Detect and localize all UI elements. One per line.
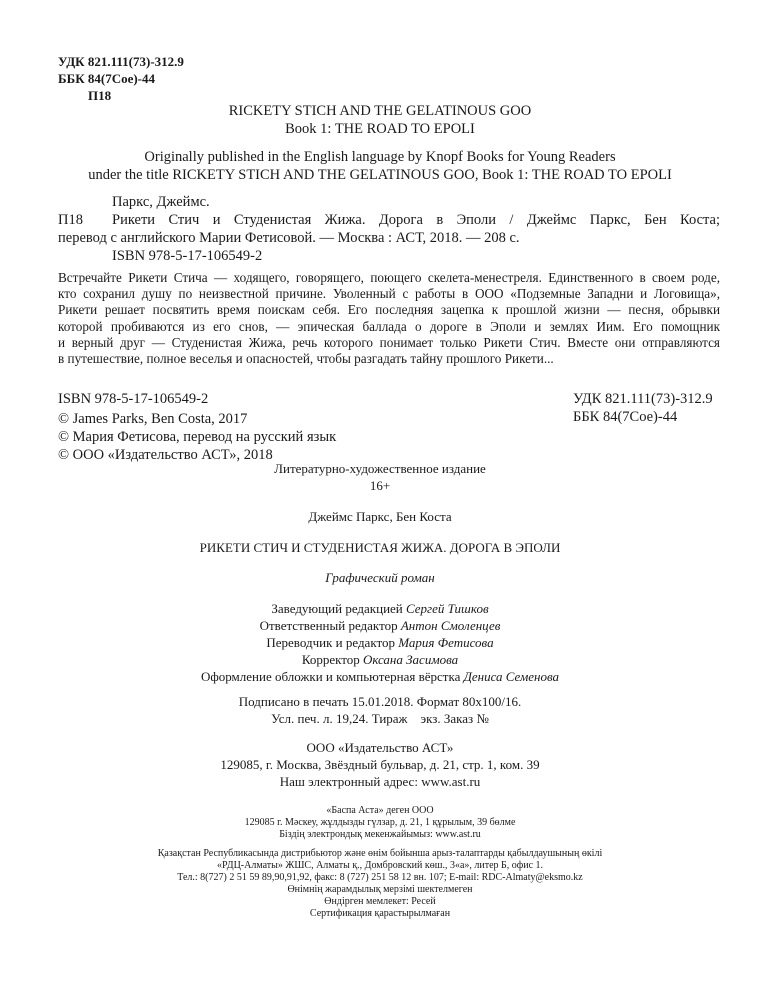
imprint-authors: Джеймс Паркс, Бен Коста: [308, 509, 452, 524]
annotation-line: и верный друг — Студенистая Жижа, речь которого понимает только Рикети Стич. Вместе они отправляются: [58, 334, 720, 350]
catalog-description-line2: перевод с английского Марии Фетисовой. — Москва : АСТ, 2018. — 208 с.: [58, 230, 520, 246]
header-bbk: ББК 84(7Сое)-44: [58, 71, 156, 86]
edition-type: Литературно-художественное издание: [274, 461, 486, 476]
staff-line: Заведующий редакцией Сергей Тишков: [271, 601, 489, 616]
kz-email: Біздің электрондық мекенжайымыз: www.ast.ru: [279, 829, 481, 840]
header-udk: УДК 821.111(73)-312.9: [58, 54, 184, 69]
catalog-description-line1: Рикети Стич и Студенистая Жижа. Дорога в Эполи / Джеймс Паркс, Бен Коста;: [112, 212, 720, 228]
staff-line: Переводчик и редактор Мария Фетисова: [266, 635, 494, 650]
kz-address: 129085 г. Мәскеу, жұлдызды гүлзар, д. 21, 1 құрылым, 39 бөлме: [244, 817, 516, 828]
catalog-code: П18: [58, 212, 83, 228]
print-details-line2: Усл. печ. л. 19,24. Тираж экз. Заказ №: [271, 711, 489, 726]
rights-bbk: ББК 84(7Сое)-44: [573, 409, 678, 425]
original-publication-line1: Originally published in the English language by Knopf Books for Young Readers: [144, 149, 616, 165]
imprint-book-title: РИКЕТИ СТИЧ И СТУДЕНИСТАЯ ЖИЖА. ДОРОГА В ЭПОЛИ: [199, 540, 561, 555]
kz-publisher: «Баспа Аста» деген ООО: [326, 805, 434, 816]
kz-certification: Сертификация қарастырылмаған: [309, 908, 451, 919]
original-title-line2: Book 1: THE ROAD TO EPOLI: [285, 121, 475, 137]
annotation-line: которой пробиваются из его снов, — эпическая баллада о дороге в Эполи и землях Иим. Его помощник: [58, 318, 720, 334]
original-title-line1: RICKETY STICH AND THE GELATINOUS GOO: [228, 103, 532, 119]
kz-shelf-life: Өнімнің жарамдылық мерзімі шектелмеген: [287, 884, 473, 895]
copyright-authors: © James Parks, Ben Costa, 2017: [58, 411, 248, 427]
publisher-name: ООО «Издательство АСТ»: [306, 740, 454, 755]
publisher-address: 129085, г. Москва, Звёздный бульвар, д. 21, стр. 1, ком. 39: [220, 757, 540, 772]
kz-distributor-address: «РДЦ-Алматы» ЖШС, Алматы қ., Домбровский көш., 3«а», литер Б, офис 1.: [216, 860, 544, 871]
print-details-line1: Подписано в печать 15.01.2018. Формат 80x100/16.: [238, 694, 522, 709]
catalog-author: Паркс, Джеймс.: [112, 194, 210, 210]
staff-line: Корректор Оксана Засимова: [301, 652, 459, 667]
copyright-translation: © Мария Фетисова, перевод на русский язык: [58, 429, 337, 445]
imprint-genre: Графический роман: [325, 570, 435, 585]
kz-country: Өндірген мемлекет: Ресей: [324, 896, 436, 907]
staff-line: Оформление обложки и компьютерная вёрстка Дениса Семенова: [200, 669, 560, 684]
annotation-line: Встречайте Рикети Стича — ходящего, говорящего, поющего скелета-менестреля. Единственного в своем роде,: [58, 270, 720, 285]
copyright-publisher: © ООО «Издательство АСТ», 2018: [58, 447, 273, 463]
publisher-email: Наш электронный адрес: www.ast.ru: [279, 774, 481, 789]
annotation-paragraph: [58, 270, 720, 367]
annotation-line: в путешествие, полное веселья и опасностей, чтобы разгадать тайну прошлого Рикети...: [58, 351, 554, 367]
original-publication-line2: under the title RICKETY STICH AND THE GELATINOUS GOO, Book 1: THE ROAD TO EPOLI: [88, 167, 672, 183]
annotation-line: кто сохранил душу по неизвестной причине. Уволенный с работы в ООО «Подземные Западни и Логовища»,: [58, 286, 720, 302]
header-code: П18: [88, 88, 112, 103]
annotation-line: Рикети решает посвятить время поискам себя. Его последняя зацепка к прошлой жизни — песня, обрывки: [58, 302, 720, 318]
staff-line: Ответственный редактор Антон Смоленцев: [259, 618, 501, 633]
age-rating: 16+: [369, 478, 391, 493]
rights-isbn: ISBN 978-5-17-106549-2: [58, 391, 209, 407]
catalog-isbn: ISBN 978-5-17-106549-2: [112, 248, 263, 264]
kz-contacts: Тел.: 8(727) 2 51 59 89,90,91,92, факс: 8 (727) 251 58 12 вн. 107; E-mail: RDC-Almaty@eksmo.kz: [177, 872, 583, 883]
kz-distributor: Қазақстан Республикасында дистрибьютор және өнім бойынша арыз-талаптарды қабылдаушының өкілі: [157, 848, 603, 859]
rights-udk: УДК 821.111(73)-312.9: [573, 391, 713, 407]
